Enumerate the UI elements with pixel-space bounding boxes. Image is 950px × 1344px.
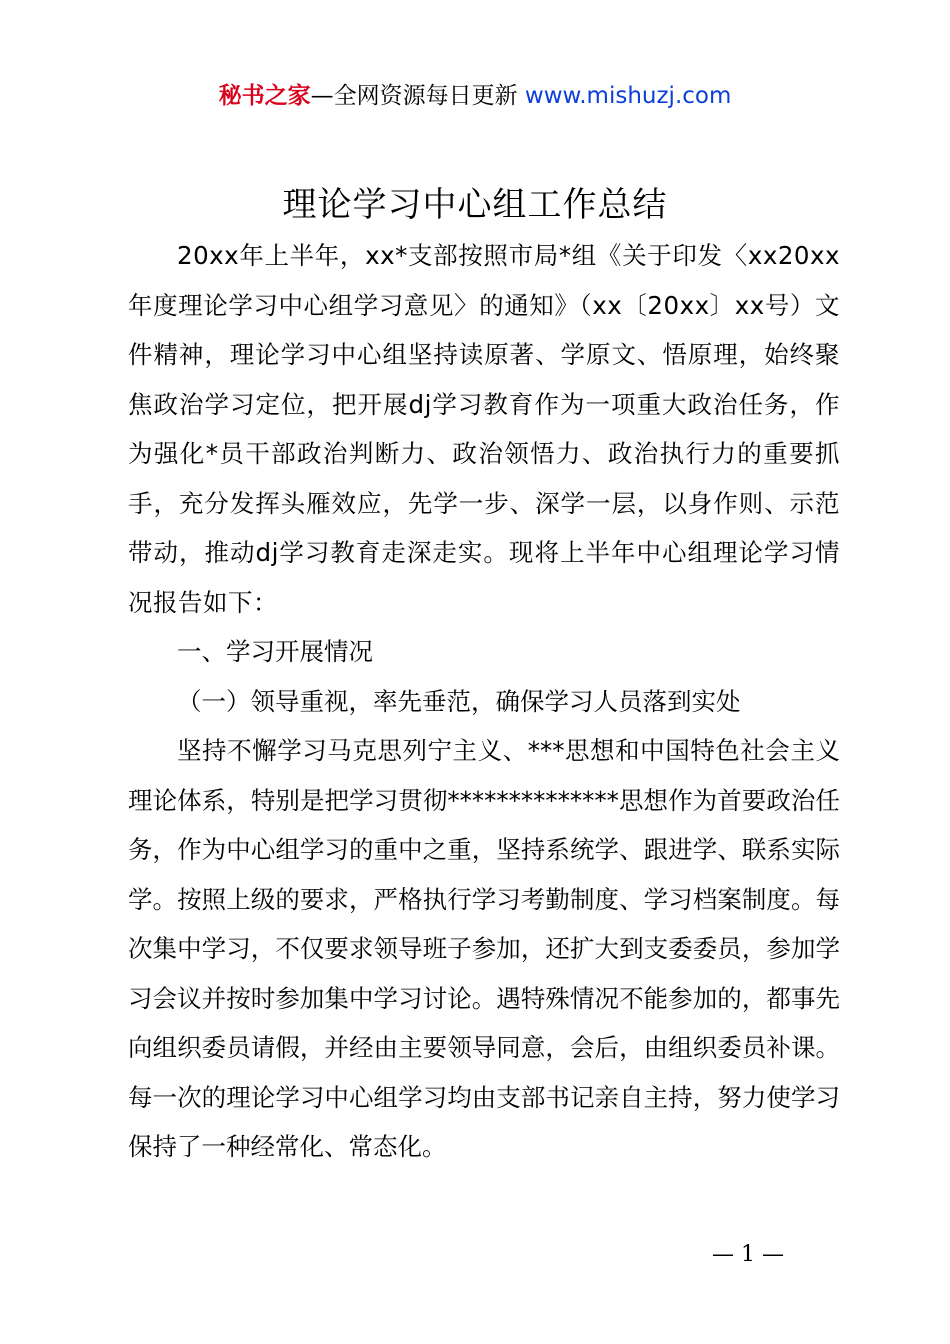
document-body	[128, 231, 840, 1172]
section-heading: 一、学习开展情况	[177, 637, 373, 666]
intro-paragraph: 20xx年上半年，xx*支部按照市局*组《关于印发〈xx20xx年度理论学习中心组学习意见〉的通知》（xx〔20xx〕xx号）文件精神，理论学习中心组坚持读原著、学原文、悟原理，始终聚焦政治学习定位，把开展dj学习教育作为一项重大政治任务，作为强化*员干部政治判断力、政治领悟力、政治执行力的重要抓手，充分发挥头雁效应，先学一步、深学一层，以身作则、示范带动，推动dj学习教育走深走实。现将上半年中心组理论学习情况报告如下：	[128, 241, 840, 617]
site-brand: 秘书之家	[218, 83, 311, 109]
site-url[interactable]: www.mishuzj.com	[524, 83, 732, 109]
document-title: 理论学习中心组工作总结	[282, 185, 668, 225]
site-tagline: —全网资源每日更新	[310, 83, 518, 109]
subsection-heading: （一）领导重视，率先垂范，确保学习人员落到实处	[177, 686, 741, 716]
site-header	[0, 80, 950, 112]
body-paragraph: 坚持不懈学习马克思列宁主义、***思想和中国特色社会主义理论体系，特别是把学习贯彻**************思想作为首要政治任务，作为中心组学习的重中之重，坚持系统学、跟进学、联系实际学。按照上级的要求，严格执行学习考勤制度、学习档案制度。每次集中学习，不仅要求领导班子参加，还扩大到支委委员，参加学习会议并按时参加集中学习讨论。遇特殊情况不能参加的，都事先向组织委员请假，并经由主要领导同意，会后，由组织委员补课。每一次的理论学习中心组学习均由支部书记亲自主持，努力使学习保持了一种经常化、常态化。	[128, 736, 840, 1161]
page-number: — 1 —	[712, 1242, 784, 1267]
